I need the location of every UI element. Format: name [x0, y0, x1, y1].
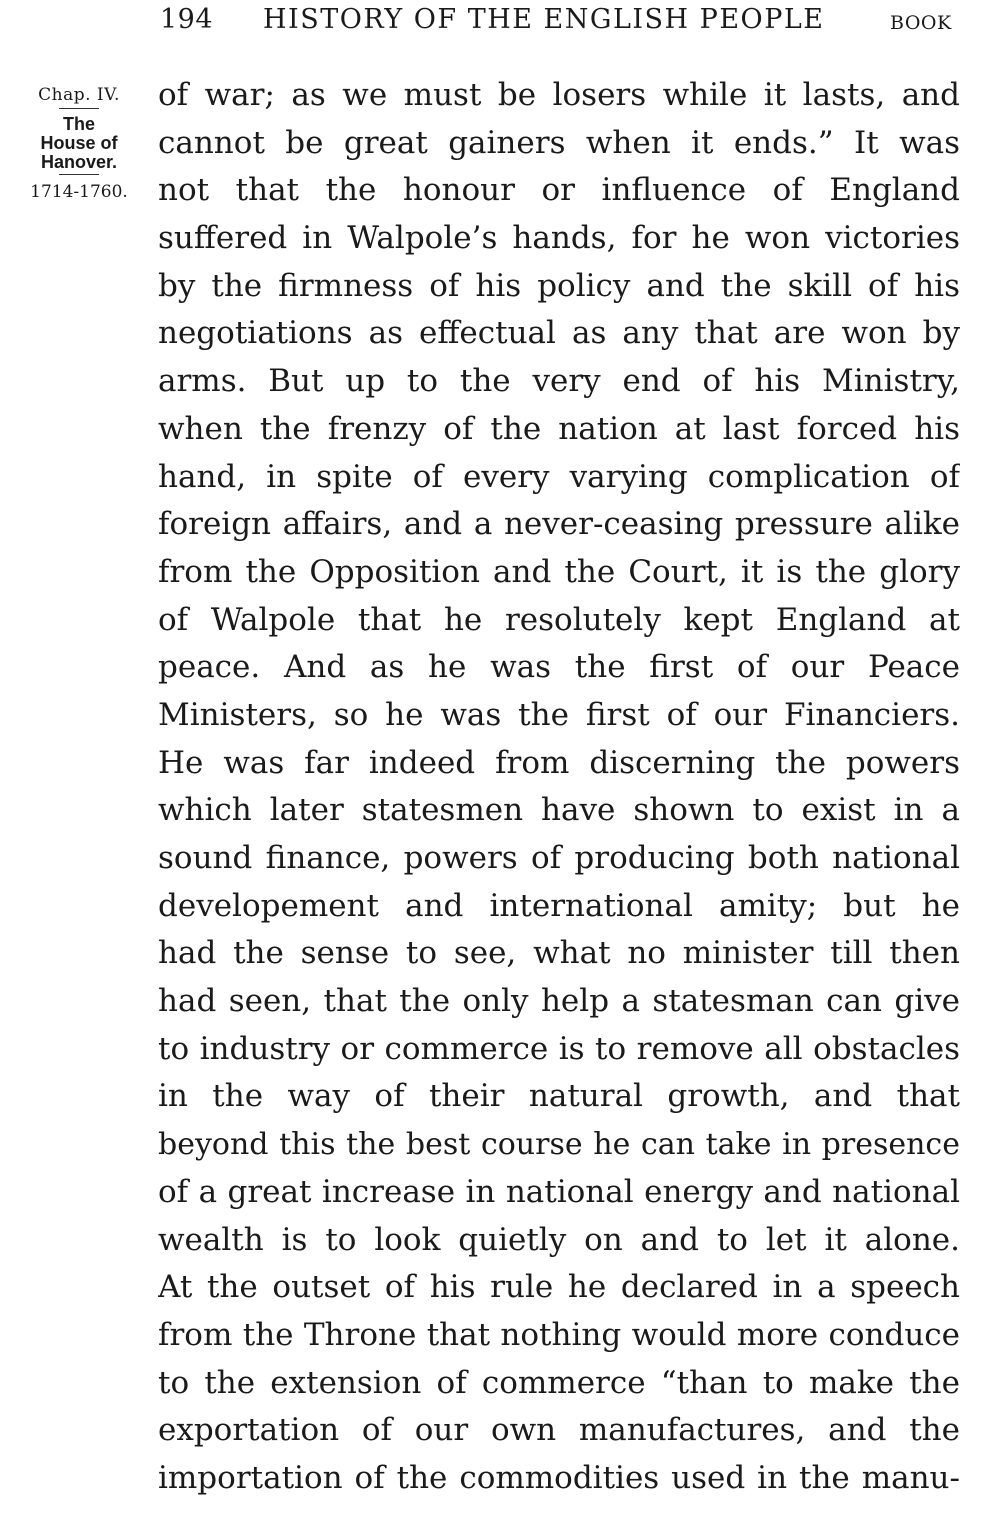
sidenote-chapter: Chap. IV.: [38, 85, 120, 105]
text-line: He was far indeed from discerning the powers: [158, 744, 960, 781]
text-line: negotiations as effectual as any that are won by: [158, 315, 960, 352]
text-line: wealth is to look quietly on and to let it alone.: [158, 1221, 960, 1258]
sidenote-topic-line: House of: [40, 133, 118, 153]
page-number: 194: [160, 4, 214, 35]
text-line: to industry or commerce is to remove all obstacles: [158, 1030, 960, 1067]
text-line: of Walpole that he resolutely kept England at: [158, 601, 960, 638]
text-line: in the way of their natural growth, and that: [158, 1078, 960, 1115]
text-line: which later statesmen have shown to exist in a: [158, 792, 960, 829]
text-line: suffered in Walpole’s hands, for he won victories: [158, 220, 960, 257]
text-line: developement and international amity; but he: [158, 887, 960, 924]
sidenote-topic-line: Hanover.: [40, 152, 118, 172]
text-line: from the Throne that nothing would more conduce: [158, 1316, 960, 1353]
margin-sidenote: [18, 84, 140, 203]
sidenote-rule-top: [59, 108, 99, 109]
text-line: had the sense to see, what no minister till then: [158, 935, 960, 972]
text-line: beyond this the best course he can take in presence: [158, 1127, 960, 1163]
text-line: peace. And as he was the first of our Peace: [158, 649, 960, 686]
text-line: cannot be great gainers when it ends.” It was: [158, 124, 960, 161]
text-line: sound finance, powers of producing both national: [158, 840, 960, 876]
text-line: hand, in spite of every varying complication of: [158, 458, 960, 495]
text-line: importation of the commodities used in the manu-: [158, 1459, 960, 1496]
text-line: exportation of our own manufactures, and the: [158, 1412, 960, 1449]
text-line: At the outset of his rule he declared in a speech: [158, 1269, 960, 1306]
text-line: when the frenzy of the nation at last forced his: [158, 410, 960, 447]
text-line: not that the honour or influence of England: [158, 172, 960, 209]
text-line: of a great increase in national energy and national: [158, 1173, 960, 1210]
body-text: [158, 72, 960, 1503]
text-line: by the firmness of his policy and the skill of his: [158, 267, 960, 304]
running-title: HISTORY OF THE ENGLISH PEOPLE: [263, 4, 825, 35]
sidenote-rule-bottom: [59, 174, 99, 175]
text-line: to the extension of commerce “than to make the: [158, 1364, 960, 1401]
text-line: foreign affairs, and a never-ceasing pressure alike: [158, 506, 960, 543]
sidenote-years: 1714-1760.: [30, 182, 128, 202]
text-line: had seen, that the only help a statesman can give: [158, 983, 960, 1020]
book-label: BOOK: [890, 12, 952, 34]
page-header: [0, 2, 1000, 42]
text-line: from the Opposition and the Court, it is the glory: [158, 553, 960, 590]
text-line: Ministers, so he was the first of our Financiers.: [158, 696, 960, 733]
text-line: arms. But up to the very end of his Ministry,: [158, 363, 960, 400]
text-line: of war; as we must be losers while it lasts, and: [158, 77, 960, 113]
sidenote-topic-line: The: [62, 114, 95, 134]
